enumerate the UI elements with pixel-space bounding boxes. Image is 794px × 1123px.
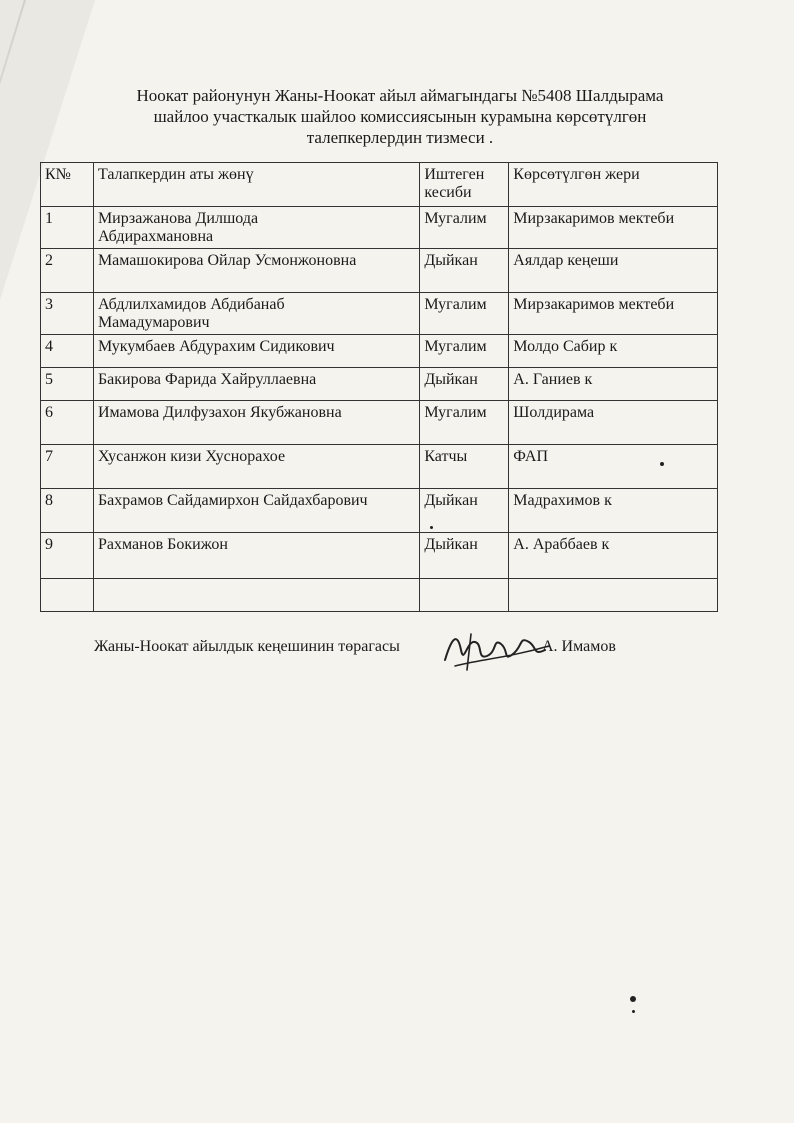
handwritten-signature [437,620,557,680]
cell-place: Молдо Сабир к [509,335,718,368]
cell-name: Мукумбаев Абдурахим Сидикович [93,335,419,368]
cell-num: 7 [41,445,94,489]
table-row [41,533,718,579]
cell-name: Мамашокирова Ойлар Усмонжоновна [93,249,419,293]
cell-place: ФАП [509,445,718,489]
cell-name [93,293,419,335]
document-title [80,85,720,148]
cell-job: Мугалим [420,401,509,445]
cell-job: Катчы [420,445,509,489]
header-job-line-1: Иштеген [424,166,485,183]
cell-name-line-2: Мамадумарович [97,314,210,331]
table-row [41,401,718,445]
table-row [41,207,718,249]
cell-name-line-1: Абдлилхамидов Абдибанаб [97,296,285,313]
cell-job: Мугалим [420,293,509,335]
cell-num: 5 [41,368,94,401]
cell-place: Мирзакаримов мектеби [509,293,718,335]
cell-num: 1 [41,207,94,249]
cell-empty [93,579,419,612]
cell-num: 9 [41,533,94,579]
table-row [41,293,718,335]
cell-name: Хусанжон кизи Хуснорахое [93,445,419,489]
header-name: Талапкердин аты жөнү [93,163,419,207]
table-row [41,489,718,533]
cell-place: Аялдар кеңеши [509,249,718,293]
header-job [420,163,509,207]
ink-speck [660,462,664,466]
cell-num: 4 [41,335,94,368]
table-row [41,335,718,368]
cell-job: Мугалим [420,207,509,249]
cell-place: Мирзакаримов мектеби [509,207,718,249]
cell-name-line-2: Абдирахмановна [97,228,214,245]
header-num: К№ [41,163,94,207]
table-row-empty [41,579,718,612]
cell-name: Бакирова Фарида Хайруллаевна [93,368,419,401]
header-place: Көрсөтүлгөн жери [509,163,718,207]
signatory-name: А. Имамов [542,638,616,655]
cell-empty [509,579,718,612]
cell-name: Имамова Дилфузахон Якубжановна [93,401,419,445]
cell-empty [420,579,509,612]
table-row [41,368,718,401]
table-row [41,249,718,293]
cell-num: 6 [41,401,94,445]
cell-job: Дыйкан [420,533,509,579]
cell-name: Рахманов Бокижон [93,533,419,579]
header-job-line-2: кесиби [424,184,472,201]
cell-empty [41,579,94,612]
table-row [41,445,718,489]
cell-job: Дыйкан [420,249,509,293]
cell-num: 8 [41,489,94,533]
cell-name-line-1: Мирзажанова Дилшода [97,210,259,227]
cell-place: А. Араббаев к [509,533,718,579]
cell-place: Шолдирама [509,401,718,445]
chair-label: Жаны-Ноокат айылдык кеңешинин төрагасы [94,638,400,655]
cell-num: 2 [41,249,94,293]
cell-place: Мадрахимов к [509,489,718,533]
cell-num: 3 [41,293,94,335]
title-line-3: талепкерлердин тизмеси . [306,128,494,147]
cell-place: А. Ганиев к [509,368,718,401]
cell-job: Дыйкан [420,489,509,533]
candidates-table [40,162,718,612]
ink-speck [630,996,636,1002]
title-line-1: Ноокат районунун Жаны-Ноокат айыл аймагындагы №5408 Шалдырама [136,86,664,105]
cell-job: Мугалим [420,335,509,368]
cell-name [93,207,419,249]
table-header-row [41,163,718,207]
title-line-2: шайлоо участкалык шайлоо комиссиясынын курамына көрсөтүлгөн [153,107,647,126]
cell-name: Бахрамов Сайдамирхон Сайдахбарович [93,489,419,533]
ink-speck [430,526,433,529]
cell-job: Дыйкан [420,368,509,401]
ink-speck [632,1010,635,1013]
